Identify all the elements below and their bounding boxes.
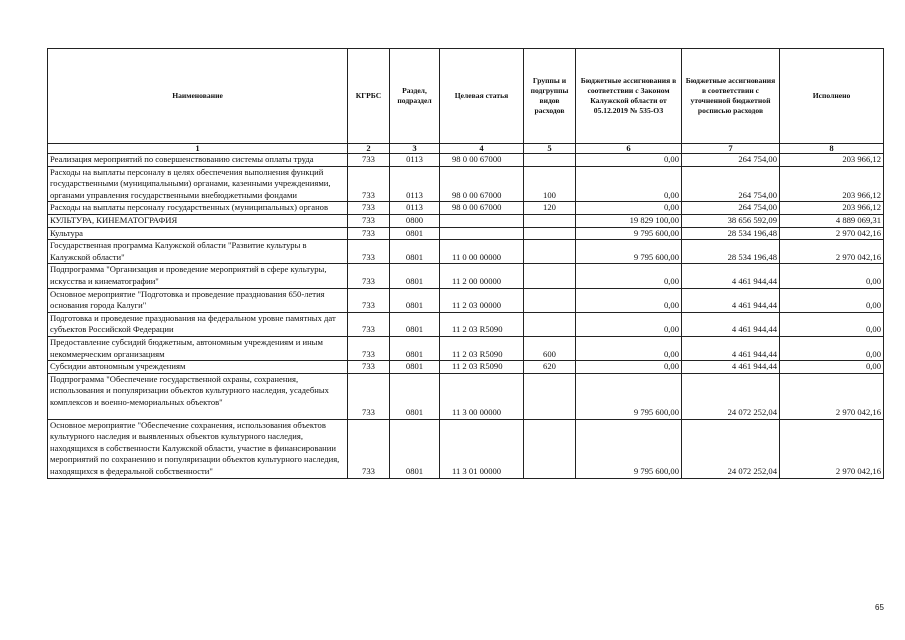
row-section: 0801 bbox=[390, 336, 440, 360]
row-name: Государственная программа Калужской области "Развитие культуры в Калужской области" bbox=[48, 240, 348, 264]
row-refined: 4 461 944,44 bbox=[682, 336, 780, 360]
row-done: 0,00 bbox=[780, 336, 884, 360]
row-target: 98 0 00 67000 bbox=[440, 202, 524, 215]
row-target: 98 0 00 67000 bbox=[440, 154, 524, 167]
table-row bbox=[48, 166, 884, 202]
row-refined: 28 534 196,48 bbox=[682, 227, 780, 240]
col-header-groups: Группы и подгруппы видов расходов bbox=[524, 49, 576, 144]
row-kgrbs: 733 bbox=[348, 240, 390, 264]
row-done: 0,00 bbox=[780, 312, 884, 336]
row-section: 0800 bbox=[390, 214, 440, 227]
row-name: Подготовка и проведение празднования на федеральном уровне памятных дат субъектов Российской Федерации bbox=[48, 312, 348, 336]
row-target: 11 3 00 00000 bbox=[440, 373, 524, 419]
col-header-kgrbs: КГРБС bbox=[348, 49, 390, 144]
row-done: 0,00 bbox=[780, 264, 884, 288]
row-name: Расходы на выплаты персоналу в целях обеспечения выполнения функций государственными (муниципальными) органами, казенными учреждениями, органами управления государственными внебюджетными фондами bbox=[48, 166, 348, 202]
row-name: Субсидии автономным учреждениям bbox=[48, 361, 348, 374]
row-done: 2 970 042,16 bbox=[780, 419, 884, 478]
row-target: 11 2 03 00000 bbox=[440, 288, 524, 312]
row-section: 0113 bbox=[390, 166, 440, 202]
row-group bbox=[524, 264, 576, 288]
row-section: 0113 bbox=[390, 202, 440, 215]
row-group bbox=[524, 419, 576, 478]
table-row bbox=[48, 373, 884, 419]
row-law: 9 795 600,00 bbox=[576, 227, 682, 240]
row-group: 100 bbox=[524, 166, 576, 202]
row-section: 0801 bbox=[390, 240, 440, 264]
column-number: 6 bbox=[576, 144, 682, 154]
row-section: 0113 bbox=[390, 154, 440, 167]
budget-table bbox=[47, 48, 884, 479]
row-kgrbs: 733 bbox=[348, 419, 390, 478]
row-name: Подпрограмма "Организация и проведение мероприятий в сфере культуры, искусства и кинематографии" bbox=[48, 264, 348, 288]
table-row bbox=[48, 288, 884, 312]
row-name: Культура bbox=[48, 227, 348, 240]
row-group bbox=[524, 288, 576, 312]
row-target: 11 2 03 R5090 bbox=[440, 361, 524, 374]
row-refined: 264 754,00 bbox=[682, 154, 780, 167]
row-group bbox=[524, 214, 576, 227]
row-law: 9 795 600,00 bbox=[576, 240, 682, 264]
row-section: 0801 bbox=[390, 227, 440, 240]
row-law: 0,00 bbox=[576, 336, 682, 360]
row-done: 203 966,12 bbox=[780, 154, 884, 167]
row-section: 0801 bbox=[390, 361, 440, 374]
row-group: 600 bbox=[524, 336, 576, 360]
table-row bbox=[48, 240, 884, 264]
row-done: 203 966,12 bbox=[780, 166, 884, 202]
table-row bbox=[48, 361, 884, 374]
col-header-name: Наименование bbox=[48, 49, 348, 144]
row-target bbox=[440, 227, 524, 240]
row-refined: 4 461 944,44 bbox=[682, 264, 780, 288]
table-row bbox=[48, 202, 884, 215]
row-done: 2 970 042,16 bbox=[780, 240, 884, 264]
column-number: 8 bbox=[780, 144, 884, 154]
row-law: 19 829 100,00 bbox=[576, 214, 682, 227]
row-target bbox=[440, 214, 524, 227]
row-kgrbs: 733 bbox=[348, 373, 390, 419]
column-number: 2 bbox=[348, 144, 390, 154]
row-section: 0801 bbox=[390, 288, 440, 312]
row-target: 11 2 03 R5090 bbox=[440, 336, 524, 360]
row-kgrbs: 733 bbox=[348, 214, 390, 227]
row-kgrbs: 733 bbox=[348, 166, 390, 202]
row-kgrbs: 733 bbox=[348, 227, 390, 240]
row-refined: 4 461 944,44 bbox=[682, 312, 780, 336]
row-name: КУЛЬТУРА, КИНЕМАТОГРАФИЯ bbox=[48, 214, 348, 227]
row-refined: 24 072 252,04 bbox=[682, 419, 780, 478]
table-row bbox=[48, 264, 884, 288]
row-law: 0,00 bbox=[576, 288, 682, 312]
column-number: 4 bbox=[440, 144, 524, 154]
row-kgrbs: 733 bbox=[348, 336, 390, 360]
row-refined: 4 461 944,44 bbox=[682, 288, 780, 312]
table-row bbox=[48, 214, 884, 227]
table-row bbox=[48, 154, 884, 167]
row-section: 0801 bbox=[390, 373, 440, 419]
row-group bbox=[524, 240, 576, 264]
row-refined: 24 072 252,04 bbox=[682, 373, 780, 419]
row-law: 0,00 bbox=[576, 361, 682, 374]
row-section: 0801 bbox=[390, 264, 440, 288]
row-done: 0,00 bbox=[780, 361, 884, 374]
row-group bbox=[524, 154, 576, 167]
row-group: 620 bbox=[524, 361, 576, 374]
table-row bbox=[48, 312, 884, 336]
row-target: 11 3 01 00000 bbox=[440, 419, 524, 478]
row-done: 203 966,12 bbox=[780, 202, 884, 215]
row-name: Подпрограмма "Обеспечение государственной охраны, сохранения, использования и популяризации объектов культурного наследия, усадебных комплексов и военно-мемориальных объектов" bbox=[48, 373, 348, 419]
row-group bbox=[524, 227, 576, 240]
row-section: 0801 bbox=[390, 419, 440, 478]
row-target: 98 0 00 67000 bbox=[440, 166, 524, 202]
row-kgrbs: 733 bbox=[348, 264, 390, 288]
row-kgrbs: 733 bbox=[348, 312, 390, 336]
col-header-law: Бюджетные ассигнования в соответствии с Законом Калужской области от 05.12.2019 № 535-ОЗ bbox=[576, 49, 682, 144]
row-done: 2 970 042,16 bbox=[780, 227, 884, 240]
row-law: 0,00 bbox=[576, 166, 682, 202]
row-name: Расходы на выплаты персоналу государственных (муниципальных) органов bbox=[48, 202, 348, 215]
header-row bbox=[48, 49, 884, 144]
row-law: 0,00 bbox=[576, 312, 682, 336]
col-header-target: Целевая статья bbox=[440, 49, 524, 144]
col-header-refined: Бюджетные ассигнования в соответствии с уточненной бюджетной росписью расходов bbox=[682, 49, 780, 144]
column-number: 5 bbox=[524, 144, 576, 154]
row-done: 4 889 069,31 bbox=[780, 214, 884, 227]
column-number-row bbox=[48, 144, 884, 154]
row-section: 0801 bbox=[390, 312, 440, 336]
page-number: 65 bbox=[875, 603, 884, 612]
row-name: Основное мероприятие "Обеспечение сохранения, использования объектов культурного наследия и выявленных объектов культурного наследия, находящихся в собственности Калужской области, участие в финансировании мероприятий по сохранению и популяризации объектов культурного наследия, находящихся в федеральной собственности" bbox=[48, 419, 348, 478]
row-group bbox=[524, 312, 576, 336]
row-target: 11 2 03 R5090 bbox=[440, 312, 524, 336]
column-number: 3 bbox=[390, 144, 440, 154]
row-name: Основное мероприятие "Подготовка и проведение празднования 650-летия основания города Калуги" bbox=[48, 288, 348, 312]
table-row bbox=[48, 336, 884, 360]
row-law: 9 795 600,00 bbox=[576, 373, 682, 419]
table-row bbox=[48, 227, 884, 240]
table-row bbox=[48, 419, 884, 478]
row-group bbox=[524, 373, 576, 419]
col-header-section: Раздел, подраздел bbox=[390, 49, 440, 144]
row-refined: 264 754,00 bbox=[682, 202, 780, 215]
row-kgrbs: 733 bbox=[348, 154, 390, 167]
row-group: 120 bbox=[524, 202, 576, 215]
column-number: 1 bbox=[48, 144, 348, 154]
row-kgrbs: 733 bbox=[348, 288, 390, 312]
row-target: 11 0 00 00000 bbox=[440, 240, 524, 264]
row-law: 9 795 600,00 bbox=[576, 419, 682, 478]
row-law: 0,00 bbox=[576, 264, 682, 288]
column-number: 7 bbox=[682, 144, 780, 154]
row-law: 0,00 bbox=[576, 202, 682, 215]
row-refined: 28 534 196,48 bbox=[682, 240, 780, 264]
row-refined: 264 754,00 bbox=[682, 166, 780, 202]
col-header-done: Исполнено bbox=[780, 49, 884, 144]
row-done: 0,00 bbox=[780, 288, 884, 312]
row-done: 2 970 042,16 bbox=[780, 373, 884, 419]
row-kgrbs: 733 bbox=[348, 202, 390, 215]
row-refined: 4 461 944,44 bbox=[682, 361, 780, 374]
row-target: 11 2 00 00000 bbox=[440, 264, 524, 288]
row-kgrbs: 733 bbox=[348, 361, 390, 374]
row-refined: 38 656 592,09 bbox=[682, 214, 780, 227]
row-name: Реализация мероприятий по совершенствованию системы оплаты труда bbox=[48, 154, 348, 167]
row-law: 0,00 bbox=[576, 154, 682, 167]
row-name: Предоставление субсидий бюджетным, автономным учреждениям и иным некоммерческим организациям bbox=[48, 336, 348, 360]
